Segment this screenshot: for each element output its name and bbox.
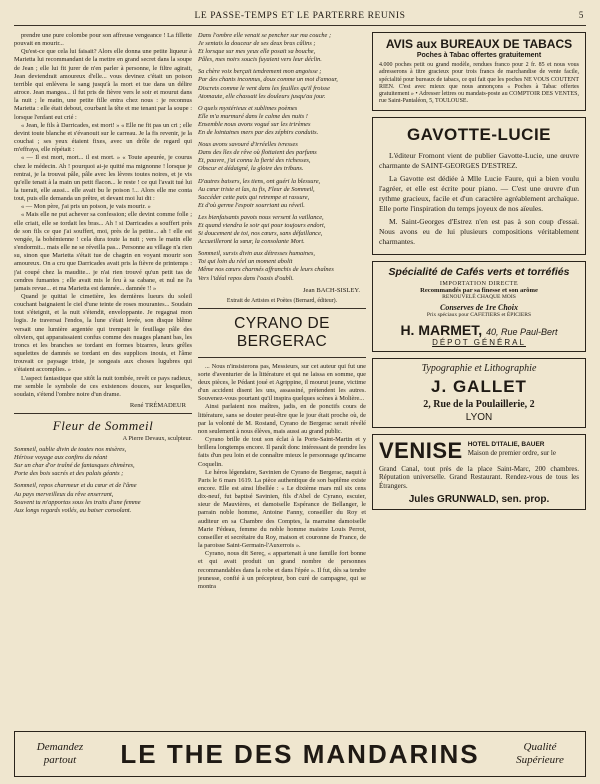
poem-source: Extrait de Artistes et Poètes (Bernard, éditeur). [226, 297, 338, 304]
tea-banner-right-line: Qualité [523, 741, 557, 753]
page-number: 5 [578, 10, 584, 20]
gavotte-ad-paragraph: La Gavotte est dédiée à Mlle Lucie Faure, qui a bien voulu l'agréer, et elle est écrite pour piano. — C'est une œuvre d'un rythme gracieux, facile et d'un caractère agréablement archaïque. Elle porte l'inspiration du temps joyeux de nos aïeules. [379, 173, 579, 213]
poem-title: Fleur de Sommeil [52, 418, 154, 434]
hotel-ad-intro-block [468, 439, 556, 458]
poem-line: Dans des îles de rêve où flottaient des parfums [198, 149, 317, 157]
printer-ad-address: 2, Rue de la Poulaillerie, 2 [423, 398, 535, 410]
poem-stanza [14, 446, 192, 478]
poem-continuation [198, 32, 366, 283]
poem-stanza [198, 178, 366, 210]
poem-line: Et d'où germe l'espoir sourriant au réveil. [198, 201, 305, 209]
hotel-ad-header [379, 439, 579, 463]
coffee-ad-conserves: Conserves de 1re Choix [440, 302, 518, 312]
coffee-ad-conserves-note: Prix spéciaux pour CAFETIERS et ÉPICIERS [426, 311, 532, 318]
article-paragraph: Le héros légendaire, Savinien de Cyrano de Bergerac, naquit à Paris le 6 mars 1619. La pièce authentique de son baptême existe encore. Elle est ainsi libellée : « Le dixième mars mil six cens dix-neuf, fut baptisé Savinien, fils d'Abel de Cyrano, escuier, sieur de Mauvières, et damoiselle Espérance de Bellanger, le parrain noble homme, Antoine Fanny, conseiller du Roy et auditeur en sa Chambre des Comptes, la marraine damoiselle Marie Fédeau, femme du noble homme maistre Louis Perrot, conseiller et secrétaire du Roy, maison et couronne de France, de la paroisse Saint-Germain-l'Auxerrois ». [198, 468, 366, 550]
tobacco-ad-title: AVIS aux BUREAUX DE TABACS [385, 37, 573, 51]
column-middle [198, 32, 366, 727]
gavotte-ad-title: GAVOTTE-LUCIE [406, 124, 552, 144]
poem-line: Dans l'ombre elle venait se pencher sur ma couche ; [198, 32, 332, 39]
poem-line: Par des chants inconnus, doux comme un mot d'amour, [198, 76, 338, 84]
poem-start [14, 446, 192, 515]
story-paragraph: « — Il est mort, mort... il est mort. » « Toute apeurée, je courus chez le médecin. Ah ! pourquoi ai-je quitté ma mignonne ! lorsque je rentrai, je la trouvai pâle, pâle avec les lèvres toutes noires, et je vis qu'elle tenait à la main un petit flacon... le reste ! ce qui l'avait tué lui la tuerait, elle aussi... elle avait bu le poison !... Alors elle me conta tout, puis elle demanda un prêtre, et devant moi lui dit : [14, 154, 192, 203]
poem-line: Au pays merveilleux du rêve enserrant, [14, 490, 114, 498]
coffee-ad [372, 261, 586, 352]
hotel-ad-intro: Maison de premier ordre, sur le [467, 449, 556, 458]
poem-line: O quels mystérieux et sublimes poèmes [198, 104, 298, 112]
hotel-ad-title: VENISE [379, 437, 463, 463]
header-title: LE PASSE-TEMPS ET LE PARTERRE REUNIS [194, 10, 406, 21]
article-paragraph: Cyrano brille de tout son éclat à la Porte-Saint-Martin et y brillera longtemps encore. Il paraît donc intéressant de prendre les faits d'un peu loin et de connaître mieux le personnage qu'incarne Coquelin. [198, 436, 366, 468]
story-paragraph: Quand je quittai le cimetière, les dernières lueurs du soleil couchant baignaient le ciel d'une teinte de roses mourantes... Soudain tout s'éteignit, et la nuit s'étendit, enveloppante. Je regagnai mon logis. Je traversai l'endos, la lune s'était levée, son disque blême versait une lumière argentée qui trempait le feuillage pâle des oliviers, qui apparaissaient confus comme des nuages planant bas, les troncs et les branches se tordant en formes bizarres, leurs grêles squelettes de damnés se tordant en des supplices inouis, et l'âme trouvait ce paysage triste, je songeais aux choses lugubres qui s'étaient accomplies. » [14, 293, 192, 374]
poem-line: Sommeil, repos charmeur et du cœur et de l'âme [14, 482, 137, 490]
story-paragraph: « Jean, le fils à Darricades, est mort! » « Elle ne fit pas un cri ; elle devint toute blanche et s'évanouit sur le carreau. Je la fis revenir, je la couchai ; ses yeux étaient fixes, avec un drôle de regard qui m'effraya, elle répétait : [14, 121, 192, 154]
poem-line: Nous avons savouré d'irréelles ivresses [198, 141, 298, 149]
story-paragraph: « Mais elle ne put achever sa confession; elle devint comme folle ; elle criait, elle se tordait les bras... Ah ! si Darricades a souffert près de son fils ce que j'ai souffert, moi, près de la petite... ah ! elle est vengée, la bohémienne ! cela dura toute la nuit ; vers le matin elle s'endormit... mais elle ne se réveilla pas... Personne au village n'a rien su, sinon que Marietta s'était tue de chagrin en voyant mourir son amoureux. On a cru que Darricades avait pris la fièvre de printemps : j'ai coupé chez la maudite... je n'ai rien trouvé qu'un petit tas de cendres fumantes ; elle avait mis le feu à sa cabane, et nul ne l'a jamais revue... et ma Marietta est damnée... damnée !! » [14, 211, 192, 292]
poem-line: Elle m'a murmuré dans le calme des nuits ! [198, 112, 308, 120]
tea-banner-ad [14, 731, 586, 777]
article-paragraph: ... Nous n'insisterons pas, Messieurs, sur cet auteur qui fut une sorte d'aventurier de la littérature et qui ne laissa en somme, que deux pièces, le Pédant joué et Agrippine, il mourut jeune, victime d'un accident disent les uns, assassiné, prétendent les autres. Souvenez-vous pourtant qu'il inspira quelques scènes à Molière... [198, 362, 366, 403]
poem-line: Même nos cœurs charmés affranchis de leurs chaînes [198, 266, 334, 274]
gavotte-ad-body [379, 151, 579, 247]
hotel-ad-body: Grand Canal, tout près de la place Saint-Marc, 200 chambres. Réputation universelle. Grand Restaurant. Rendez-vous de tous les Étrangers. [379, 464, 579, 490]
gavotte-ad-paragraph: L'éditeur Fromont vient de publier Gavotte-Lucie, une œuvre charmante de SAINT-GEORGES D'ESTREZ. [379, 150, 579, 170]
poem-line: Toi qui loin du réel un moment abolit [198, 258, 293, 266]
printer-ad-title: Typographie et Lithographie [421, 362, 537, 374]
coffee-ad-depot: DÉPOT GÉNÉRAL [432, 337, 526, 347]
poem-line: Sommeil, oublie divin de toutes nos misères, [14, 446, 127, 454]
poem-line: Pâles, mes noirs soucis fuyaient vers leur déclin. [198, 56, 322, 64]
hotel-ad-proprietor: Jules GRUNWALD, sen. prop. [408, 494, 550, 506]
poem-stanza [198, 250, 366, 282]
coffee-ad-renew: RENOUVELÉ CHAQUE MOIS [442, 293, 516, 300]
poem-line: Je sentais la douceur de ses deux bras câlins ; [198, 40, 316, 48]
hotel-ad [372, 434, 586, 511]
poem-line: Sommeil, sursis divin aux détresses humaines, [198, 250, 315, 258]
poem-line: Souvent tu m'apportas sous les traits d'une femme [14, 498, 141, 506]
poem-line: Discrets comme le vent dans les feuilles qu'il froisse [198, 84, 330, 92]
coffee-ad-title: Spécialité de Cafés verts et torréfiés [388, 265, 570, 278]
poem-line: Au cœur triste et las, tu fis, Fleur de Sommeil, [198, 185, 315, 193]
gavotte-ad-paragraph: M. Saint-Georges d'Estrez n'en est pas à son coup d'essai. Nous avons eu de lui plusieurs compositions véritablement charmantes. [379, 216, 579, 246]
poem-stanza [14, 482, 192, 514]
poem-line: Sa chère voix berçait tendrement mon angoisse ; [198, 68, 322, 76]
tea-banner-title: LE THE DES MANDARINS [120, 738, 480, 769]
tobacco-ad [372, 32, 586, 111]
poem-line: Atomaute, elle chassait les douleurs jusqu'au jour. [198, 92, 326, 100]
story-paragraph: « — Mon père, j'ai pris un poison, je vais mourir. » [21, 203, 151, 211]
poem-line: En de lointaines mers par des zéphirs conduits. [198, 129, 319, 137]
coffee-ad-recommend: Recommandés par sa finesse et son arôme [420, 286, 538, 294]
story-signature: René TRÉMADEUR [129, 402, 186, 410]
page-header [14, 6, 586, 26]
poem-line: Ensemble nous avons vogué sur les trirèmes [198, 120, 311, 128]
poem-line: Et lorsque sur mes yeux elle posait sa bouche, [198, 48, 316, 56]
poem-line: Succéder cette paix qui retrempe et rassure, [198, 193, 310, 201]
printer-ad-name: J. GALLET [431, 376, 527, 396]
coffee-ad-address: 40, Rue Paul-Bert [486, 326, 558, 337]
poem-line: D'autres baisers, les tiens, ont guéri la blessure, [198, 177, 321, 185]
poem-line: Obscur et dédaigné, la gloire des tribuns. [198, 165, 304, 173]
printer-ad [372, 358, 586, 428]
poem-line: Porte des bois sacrés et des palais géants ; [14, 470, 124, 478]
poem-line: Et, pauvre, j'ai connu la fierté des richesses, [198, 157, 311, 165]
divider [14, 413, 192, 414]
tea-banner-left [15, 741, 105, 767]
column-left [14, 32, 192, 727]
article-paragraph: Ainsi parlaient nos maîtres, jadis, en de ponctifs cours de littérature, sans se douter peut-être que le jour était proche où, de par la volonté de M. Rostand, Cyrano de Bergerac serait révélé non seulement à nous élèves, mais aussi au grand public. [198, 403, 366, 435]
poem-stanza [198, 32, 366, 64]
poem-line: Si doucement de toi, nos cœurs, sans défaillance, [198, 230, 323, 238]
story-text [14, 32, 192, 399]
coffee-ad-name: H. MARMET, [400, 321, 483, 338]
tea-banner-right-line: Supérieure [516, 754, 564, 766]
coffee-ad-import: IMPORTATION DIRECTE [439, 279, 519, 287]
poem-line: Sur un char d'or traîné de fantasques chimères, [14, 462, 135, 470]
poem-signature: Jean BACH-SISLEY. [302, 286, 360, 294]
poem-dedication: A Pierre Devaux, sculpteur. [122, 435, 192, 443]
printer-ad-city: LYON [465, 411, 493, 423]
poem-stanza [198, 214, 366, 246]
poem-line: Accueilleront la sœur, la consolante Mort. [198, 238, 305, 246]
poem-line: Aux longs regards voilés, au baiser consolant. [14, 506, 132, 514]
poem-line: Vers l'idéal repos dans l'oasis d'oubli. [198, 274, 294, 282]
tea-banner-left-line: partout [43, 754, 77, 766]
tea-banner-right [495, 741, 585, 767]
poem-line: Hérisse voyage aux confins du néant [14, 454, 108, 462]
poem-stanza [198, 141, 366, 173]
tea-banner-left-line: Demandez [36, 741, 84, 753]
tobacco-ad-body: 4.000 poches petit ou grand modèle, rendues franco pour 2 fr. 85 et nous vous adresserons à titre gracieux pour trois francs de marchandise de vente facile, spécialité pour bureaux de tabacs, ce qui fait que les poches NE VOUS COUTENT RIEN. C'est avec mieux que nous annonçons « Poches à Tabac offertes gratuitement » • Adresser lettres ou mandats-poste au COMPTOIR DES VENTES, rue Saint-Pantaléon, 5, TOULOUSE. [379, 62, 579, 105]
poem-stanza [198, 105, 366, 137]
column-ads [372, 32, 586, 727]
gavotte-ad [372, 117, 586, 255]
article-text [198, 363, 366, 591]
poem-line: Et quand viendra le soir qui pour toujours endort, [198, 221, 326, 229]
story-paragraph: Qu'est-ce que cela lui faisait? Alors elle donna une petite liqueur à Marietta lui recommandant de la mettre en grand secret dans la soupe de Jean ; elle lui fit jurer de n'en parler à personne, le filtre agirait, Jean deviendrait amoureux d'elle... vous devinez c'était un poison terrible qui enlèvera le sang jusqu'à la mort et tue dans un délire atroce. Jean mangea... il fut pris de fièvre vers le soir et mourut dans la nuit ; le matin, une petite fille entra chez nous : je reconnus Marietta : elle était debout, courbant la tête et me tenant par la soupe : lorsque l'enfant eut crié : [14, 48, 192, 121]
coffee-ad-merchant [379, 322, 579, 338]
story-paragraph: L'aspect fantastique que sitôt la nuit tombée, revêt ce pays radieux, me semble le symbole de ces existences douces, sur lesquelles, soudain, s'étend l'ombre noire d'un drame. [14, 374, 192, 398]
tobacco-ad-subtitle: Poches à Tabac offertes gratuitement [416, 52, 542, 59]
article-title: CYRANO DE BERGERAC [198, 308, 366, 358]
story-paragraph: prendre une pure colombe pour son affreuse vengeance ! La fillette pouvait en mourir... [14, 32, 192, 48]
article-paragraph: Cyrano, nous dit Sereç, « appartenait à une famille fort bonne et qui avait produit un grand nombre de personnes recommandables dans la robe et dans l'épée ». Il fut, dès sa tendre jeunesse, confié à un précepteur, bon curé de campagne, qui se montra [198, 550, 366, 590]
poem-stanza [198, 68, 366, 100]
hotel-ad-hotel-name: HOTEL D'ITALIE, BAUER [467, 440, 545, 448]
poem-line: Les bienfaisants pavots nous versent la vaillance, [198, 213, 324, 221]
